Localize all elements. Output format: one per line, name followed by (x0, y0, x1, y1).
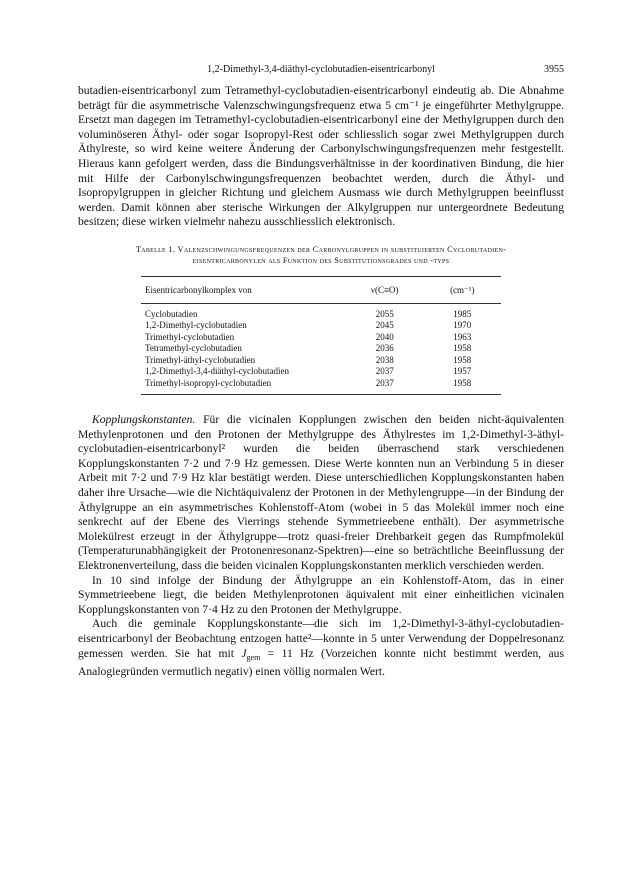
complex-name: Trimethyl-isopropyl-cyclobutadien (141, 378, 346, 395)
running-title: 1,2-Dimethyl-3,4-diäthyl-cyclobutadien-eisentricarbonyl (207, 64, 435, 75)
complex-name: Cyclobutadien (145, 308, 198, 319)
frequency-1: 2045 (375, 320, 394, 331)
frequency-2: 1970 (453, 320, 472, 331)
paragraph-1: butadien-eisentricarbonyl zum Tetramethyl-cyclobutadien-eisentricarbonyl eindeutig ab. Die Abnahme beträgt für die asymmetrische Valenzschwingungsfrequenz etwa 5 cm⁻¹ je eingeführter Methylgruppe. Ersetzt man dagegen im Tetramethyl-cyclobutadien-eisentricarbonyl eine der Methylgruppen durch den voluminöseren Äthyl- oder sogar Isopropyl-Rest oder schliesslich sogar zwei Methylgruppen durch Äthylreste, so wird keine weitere Änderung der Carbonylschwingungsfrequenzen mehr festgestellt. Hieraus kann gefolgert werden, dass die Bindungsverhältnisse in der koordinativen Bindung, die hier mit Hilfe der Carbonylschwingungsfrequenzen beobachtet werden, durch die Äthyl- und Isopropylgruppen in gleicher Richtung und gleichem Ausmass wie durch Methylgruppen beeinflusst werden. Damit können aber sterische Wirkungen der Alkylgruppen nur untergeordnete Bedeutung besitzen; diese wirken vielmehr nahezu ausschliesslich elektronisch. (78, 84, 564, 229)
paragraph-3: In 10 sind infolge der Bindung der Äthylgruppe an ein Kohlenstoff-Atom, das in einer Symmetrieebene liegt, die beiden Methylenprotonen äquivalent mit einer einheitlichen vicinalen Kopplungskonstanten von 7·4 Hz zu den Protonen der Methylgruppe. (78, 573, 564, 616)
frequency-2: 1958 (453, 343, 472, 354)
paragraph-2-text: Für die vicinalen Kopplungen zwischen den beiden nicht-äquivalenten Methylenprotonen und den Protonen der Methylgruppe des Äthylrestes im 1,2-Dimethyl-3-äthyl-cyclobutadien-eisentricarbonyl² wurden die beiden überraschend stark verschiedenen Kopplungskonstanten 7·2 und 7·9 Hz gemessen. Diese Werte konnten nun an Verbindung 5 in dieser Arbeit mit 7·2 und 7·9 Hz klar bestätigt werden. Diese unterschiedlichen Kopplungskonstanten haben daher ihre Ursache—wie die Nichtäquivalenz der Protonen in der Methylengruppe—in der Bindung der Äthylgruppe an ein asymmetrisches Kohlenstoff-Atom (wobei in 5 das Molekül immer noch eine senkrecht auf der Ebene des Vierrings stehende Symmetrieebene enthält). Der asymmetrische Molekülrest erzeugt in der Äthylgruppe—trotz quasi-freier Drehbarkeit gegen das Rumpfmolekül (Temperaturunabhängigkeit der Protonenresonanz-Spektren)—eine so beträchtliche Beeinflussung der Elektronenverteilung, dass die beiden vicinalen Kopplungskonstanten merklich verschieden werden. (78, 413, 564, 572)
page (78, 62, 564, 680)
complex-name: Trimethyl-äthyl-cyclobutadien (145, 354, 256, 365)
table-row (141, 355, 501, 367)
running-header (78, 62, 564, 84)
body-text (78, 84, 564, 680)
frequency-1: 2036 (375, 343, 394, 354)
column-header: (cm⁻¹) (424, 276, 501, 303)
page-number: 3955 (544, 64, 564, 75)
table-row (141, 320, 501, 332)
j-symbol: J (241, 646, 247, 660)
table-row (141, 303, 501, 320)
table-row (141, 343, 501, 355)
frequency-2: 1958 (424, 378, 501, 395)
column-header: ν(C≡O) (346, 276, 424, 303)
frequency-2: 1985 (453, 308, 472, 319)
j-subscript: gem (246, 652, 261, 662)
table-row (141, 366, 501, 378)
complex-name: 1,2-Dimethyl-cyclobutadien (145, 320, 247, 331)
frequency-2: 1963 (453, 331, 472, 342)
frequency-2: 1957 (453, 366, 472, 377)
paragraph-4-before: Auch die geminale Kopplungskonstante—die sich im 1,2-Dimethyl-3-äthyl-cyclobutadien-eisentricarbonyl der Beobachtung entzogen hatte²—konnte in 5 unter Verwendung der Doppelresonanz gemessen werden. Sie hat mit (78, 617, 564, 660)
frequency-1: 2038 (375, 354, 394, 365)
paragraph-4-after: = 11 Hz (Vorzeichen konnte nicht bestimmt werden, aus Analogiegründen vermutlich negativ) einen völlig normalen Wert. (78, 646, 564, 679)
table-row (141, 332, 501, 344)
frequency-1: 2055 (375, 308, 394, 319)
table-row (141, 378, 501, 395)
paragraph-2 (78, 413, 564, 574)
table-caption: Tabelle 1. Valenzschwingungsfrequenzen der Carbonylgruppen in substituierten Cyclobutadien-eisentricarbonylen als Funktion des Substitutionsgrades und -typs (135, 244, 507, 265)
complex-name: Trimethyl-cyclobutadien (145, 331, 235, 342)
section-lead: Kopplungskonstanten. (92, 413, 196, 427)
paragraph-4 (78, 617, 564, 679)
frequency-1: 2040 (375, 331, 394, 342)
frequency-1: 2037 (375, 366, 394, 377)
table-header-row (141, 276, 501, 303)
frequency-table (141, 276, 501, 395)
frequency-2: 1958 (453, 354, 472, 365)
column-header: Eisentricarbonylkomplex von (141, 276, 346, 303)
complex-name: Tetramethyl-cyclobutadien (145, 343, 242, 354)
complex-name: 1,2-Dimethyl-3,4-diäthyl-cyclobutadien (145, 366, 289, 377)
frequency-1: 2037 (346, 378, 424, 395)
